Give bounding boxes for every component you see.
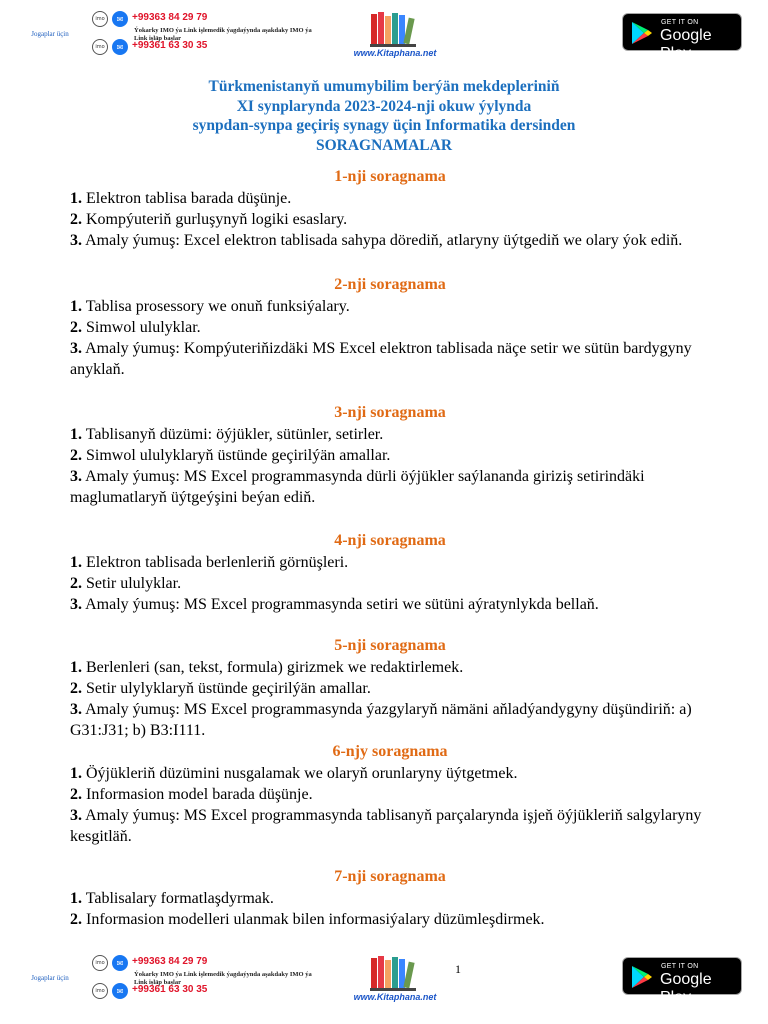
messenger-icon[interactable]: ✉ <box>112 983 128 999</box>
title-line-3: synpdan-synpa geçiriş synagy üçin Informatika dersinden <box>192 117 576 134</box>
contact-block <box>90 952 320 1002</box>
badge-small-text: GET IT ON <box>661 19 699 26</box>
page-number: 1 <box>455 962 461 976</box>
section-heading: 7-nji soragnama <box>334 868 446 885</box>
question-item: 1. Elektron tablisada berlenleriň görnüşleri. <box>70 554 349 571</box>
site-url[interactable]: www.Kitaphana.net <box>353 48 437 58</box>
page-footer <box>0 952 768 1012</box>
imo-icon[interactable]: imo <box>92 11 108 27</box>
messenger-icon[interactable]: ✉ <box>112 955 128 971</box>
question-item: 2. Setir ululyklar. <box>70 575 182 592</box>
phone-number-2[interactable]: +99361 63 30 35 <box>132 40 208 51</box>
contact-row-2 <box>90 980 320 1002</box>
question-item: 1. Tablisanyň düzümi: öýjükler, sütünler, setirler. <box>70 426 384 443</box>
phone-number-2[interactable]: +99361 63 30 35 <box>132 984 208 995</box>
questionnaire-3 <box>70 402 710 508</box>
imo-icon[interactable]: imo <box>92 955 108 971</box>
question-item: 1. Berlenleri (san, tekst, formula) girizmek we redaktirlemek. <box>70 659 464 676</box>
document-title <box>0 77 768 155</box>
question-item: 3. Amaly ýumuş: MS Excel programmasynda tablisanyň parçalarynda işjeň öýjükleriň salgylaryny kesgitläň. <box>70 807 702 845</box>
site-url[interactable]: www.Kitaphana.net <box>353 992 437 1002</box>
badge-big-text: Google Play <box>660 971 712 1006</box>
google-play-badge[interactable] <box>622 13 742 62</box>
section-heading: 2-nji soragnama <box>334 276 446 293</box>
questionnaires <box>70 166 710 930</box>
question-item: 1. Öýjükleriň düzümini nusgalamak we olaryň orunlaryny üýtgetmek. <box>70 765 518 782</box>
books-icon <box>370 954 416 992</box>
phone-number-1[interactable]: +99363 84 29 79 <box>132 12 208 23</box>
question-item: 2. Setir ulylyklaryň üstünde geçirilýän amallar. <box>70 680 371 697</box>
section-heading: 4-nji soragnama <box>334 532 446 549</box>
question-item: 2. Informasion modelleri ulanmak bilen informasiýalary düzümleşdirmek. <box>70 911 545 928</box>
contact-row-1 <box>90 8 320 42</box>
imo-icon[interactable]: imo <box>92 983 108 999</box>
questionnaire-7 <box>70 866 710 930</box>
contact-row-2 <box>90 36 320 58</box>
question-item: 3. Amaly ýumuş: MS Excel programmasynda ýazgylaryň nämäni aňladýandygyny düşündiriň: a) G31:J31; b) B3:I111. <box>70 701 692 739</box>
question-item: 3. Amaly ýumuş: MS Excel programmasynda setiri we sütüni aýratynlykda bellaň. <box>70 596 599 613</box>
question-item: 2. Simwol ululyklar. <box>70 319 201 336</box>
question-item: 3. Amaly ýumuş: MS Excel programmasynda dürli öýjükler saýlananda giriziş setirindäki maglumatlaryň üýtgeýşini beýan ediň. <box>70 468 645 506</box>
badge-big-text: Google Play <box>660 27 712 62</box>
imo-icon[interactable]: imo <box>92 39 108 55</box>
title-line-4: SORAGNAMALAR <box>315 136 453 154</box>
answers-note: Jogaplar üçin <box>31 30 69 38</box>
title-line-2: XI synplarynda 2023-2024-nji okuw ýylynda <box>236 97 532 115</box>
question-item: 3. Amaly ýumuş: Kompýuteriňizdäki MS Excel elektron tablisada näçe setir we sütün bardygyny anyklaň. <box>70 340 692 378</box>
contact-block <box>90 8 320 58</box>
questionnaire-4 <box>70 530 710 615</box>
question-item: 3. Amaly ýumuş: Excel elektron tablisada sahypa dörediň, atlaryny üýtgediň we olary ýok ediň. <box>70 232 683 249</box>
questionnaire-5 <box>70 635 710 741</box>
question-item: 1. Elektron tablisa barada düşünje. <box>70 190 292 207</box>
google-play-icon <box>631 21 653 45</box>
title-line-1: Türkmenistanyň umumybilim berýän mekdepleriniň <box>208 78 560 95</box>
questionnaire-1 <box>70 166 710 251</box>
question-item: 2. Kompýuteriň gurluşynyň logiki esaslary. <box>70 211 348 228</box>
kitaphana-logo[interactable] <box>345 10 445 66</box>
books-icon <box>370 10 416 48</box>
contact-note: Ýokarky IMO ýa Link işlemedik ýagdaýynda aşakdaky IMO ýa Link işläp başlar <box>134 971 312 986</box>
google-play-icon <box>631 965 653 989</box>
section-heading: 6-njy soragnama <box>332 743 448 760</box>
messenger-icon[interactable]: ✉ <box>112 39 128 55</box>
questionnaire-2 <box>70 274 710 380</box>
section-heading: 5-nji soragnama <box>334 637 446 654</box>
answers-note: Jogaplar üçin <box>31 974 69 982</box>
questionnaire-6 <box>70 741 710 847</box>
question-item: 2. Simwol ululyklaryň üstünde geçirilýän amallar. <box>70 447 391 464</box>
section-heading: 1-nji soragnama <box>334 168 446 185</box>
section-heading: 3-nji soragnama <box>334 404 446 421</box>
question-item: 1. Tablisa prosessory we onuň funksiýalary. <box>70 298 350 315</box>
question-item: 1. Tablisalary formatlaşdyrmak. <box>70 890 274 907</box>
page-header <box>0 8 768 68</box>
messenger-icon[interactable]: ✉ <box>112 11 128 27</box>
kitaphana-logo[interactable] <box>345 954 445 1010</box>
badge-small-text: GET IT ON <box>661 963 699 970</box>
phone-number-1[interactable]: +99363 84 29 79 <box>132 956 208 967</box>
question-item: 2. Informasion model barada düşünje. <box>70 786 313 803</box>
contact-note: Ýokarky IMO ýa Link işlemedik ýagdaýynda aşakdaky IMO ýa Link işläp başlar <box>134 27 312 42</box>
google-play-badge[interactable] <box>622 957 742 1006</box>
contact-row-1 <box>90 952 320 986</box>
